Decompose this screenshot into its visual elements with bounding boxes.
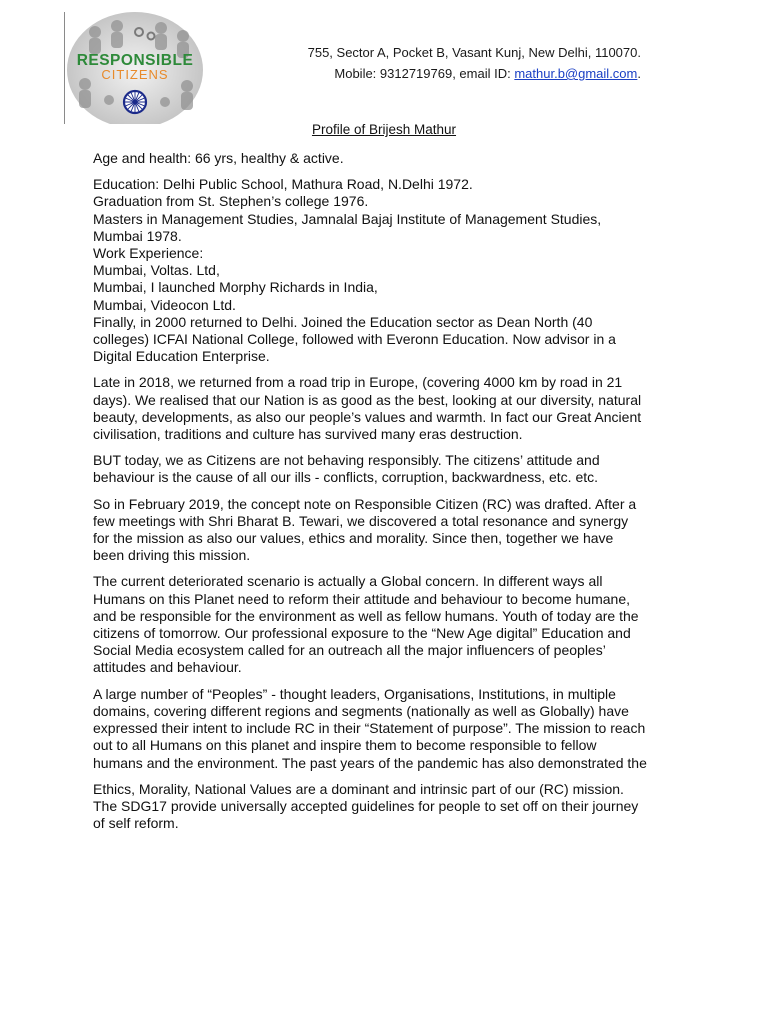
email-link[interactable]: mathur.b@gmail.com [514,66,638,81]
address-line: 755, Sector A, Pocket B, Vasant Kunj, New Delhi, 110070. [307,45,641,60]
contact-block [308,42,641,84]
education-line: Work Experience: [93,245,204,262]
body-paragraph: So in February 2019, the concept note on Responsible Citizen (RC) was drafted. After a few meetings with Shri Bharat B. Tewari, we discovered a total resonance and synergy for the mission as also our values, ethics and morality. Since then, together we have been driving this mission. [93,495,637,564]
education-line: Mumbai, Videocon Ltd. [93,296,236,313]
education-line: Mumbai, Voltas. Ltd, [93,262,220,279]
age-health-paragraph: Age and health: 66 yrs, healthy & active. [93,150,344,166]
education-work-block [93,176,648,365]
education-line: Masters in Management Studies, Jamnalal Bajaj Institute of Management Studies, Mumbai 1978. [93,210,602,244]
body-paragraph: BUT today, we as Citizens are not behaving responsibly. The citizens’ attitude and behaviour is the cause of all our ills - conflicts, corruption, backwardness, etc. etc. [93,452,600,486]
profile-body [93,150,648,841]
education-line: Finally, in 2000 returned to Delhi. Joined the Education sector as Dean North (40 colleges) ICFAI National College, followed with Everonn Education. Now advisor in a Digital Education Enterprise. [93,313,616,365]
contact-line [308,63,641,84]
logo-graphic [65,12,205,124]
body-paragraph: Late in 2018, we returned from a road trip in Europe, (covering 4000 km by road in 21 days). We realised that our Nation is as good as the best, looking at our diversity, natural beauty, developments, as also our people’s values and warmth. In fact our Great Ancient civilisation, traditions and culture has survived many eras destruction. [93,374,642,443]
contact-suffix: . [637,66,641,81]
logo-line2: CITIZENS [101,67,169,82]
page-title: Profile of Brijesh Mathur [311,122,457,137]
body-paragraph: A large number of “Peoples” - thought leaders, Organisations, Institutions, in multiple domains, covering different regions and segments (nationally as well as Globally) have expressed their intent to include RC in their “Statement of purpose”. The mission to reach out to all Humans on this planet and inspire them to become responsible to fellow humans and the environment. The past years of the pandemic has also demonstrated the [93,685,647,771]
chakra-icon [124,91,146,113]
education-line: Graduation from St. Stephen’s college 1976. [93,193,369,210]
logo-line1: RESPONSIBLE [76,52,194,69]
body-paragraph: The current deteriorated scenario is actually a Global concern. In different ways all Humans on this Planet need to reform their attitude and behaviour to become humane, and be responsible for the environment as well as fellow humans. Youth of today are the citizens of tomorrow. Our professional exposure to the “New Age digital” Education and Social Media ecosystem called for an outreach all the major influencers of peoples’ attitudes and behaviour. [93,573,639,676]
body-paragraph: Ethics, Morality, National Values are a dominant and intrinsic part of our (RC) mission. The SDG17 provide universally accepted guidelines for people to set off on their journey of self reform. [93,780,639,832]
mobile-text: Mobile: 9312719769, email ID: [334,66,515,81]
education-line: Education: Delhi Public School, Mathura Road, N.Delhi 1972. [93,176,473,193]
responsible-citizens-logo [64,12,205,124]
education-line: Mumbai, I launched Morphy Richards in India, [93,279,378,296]
